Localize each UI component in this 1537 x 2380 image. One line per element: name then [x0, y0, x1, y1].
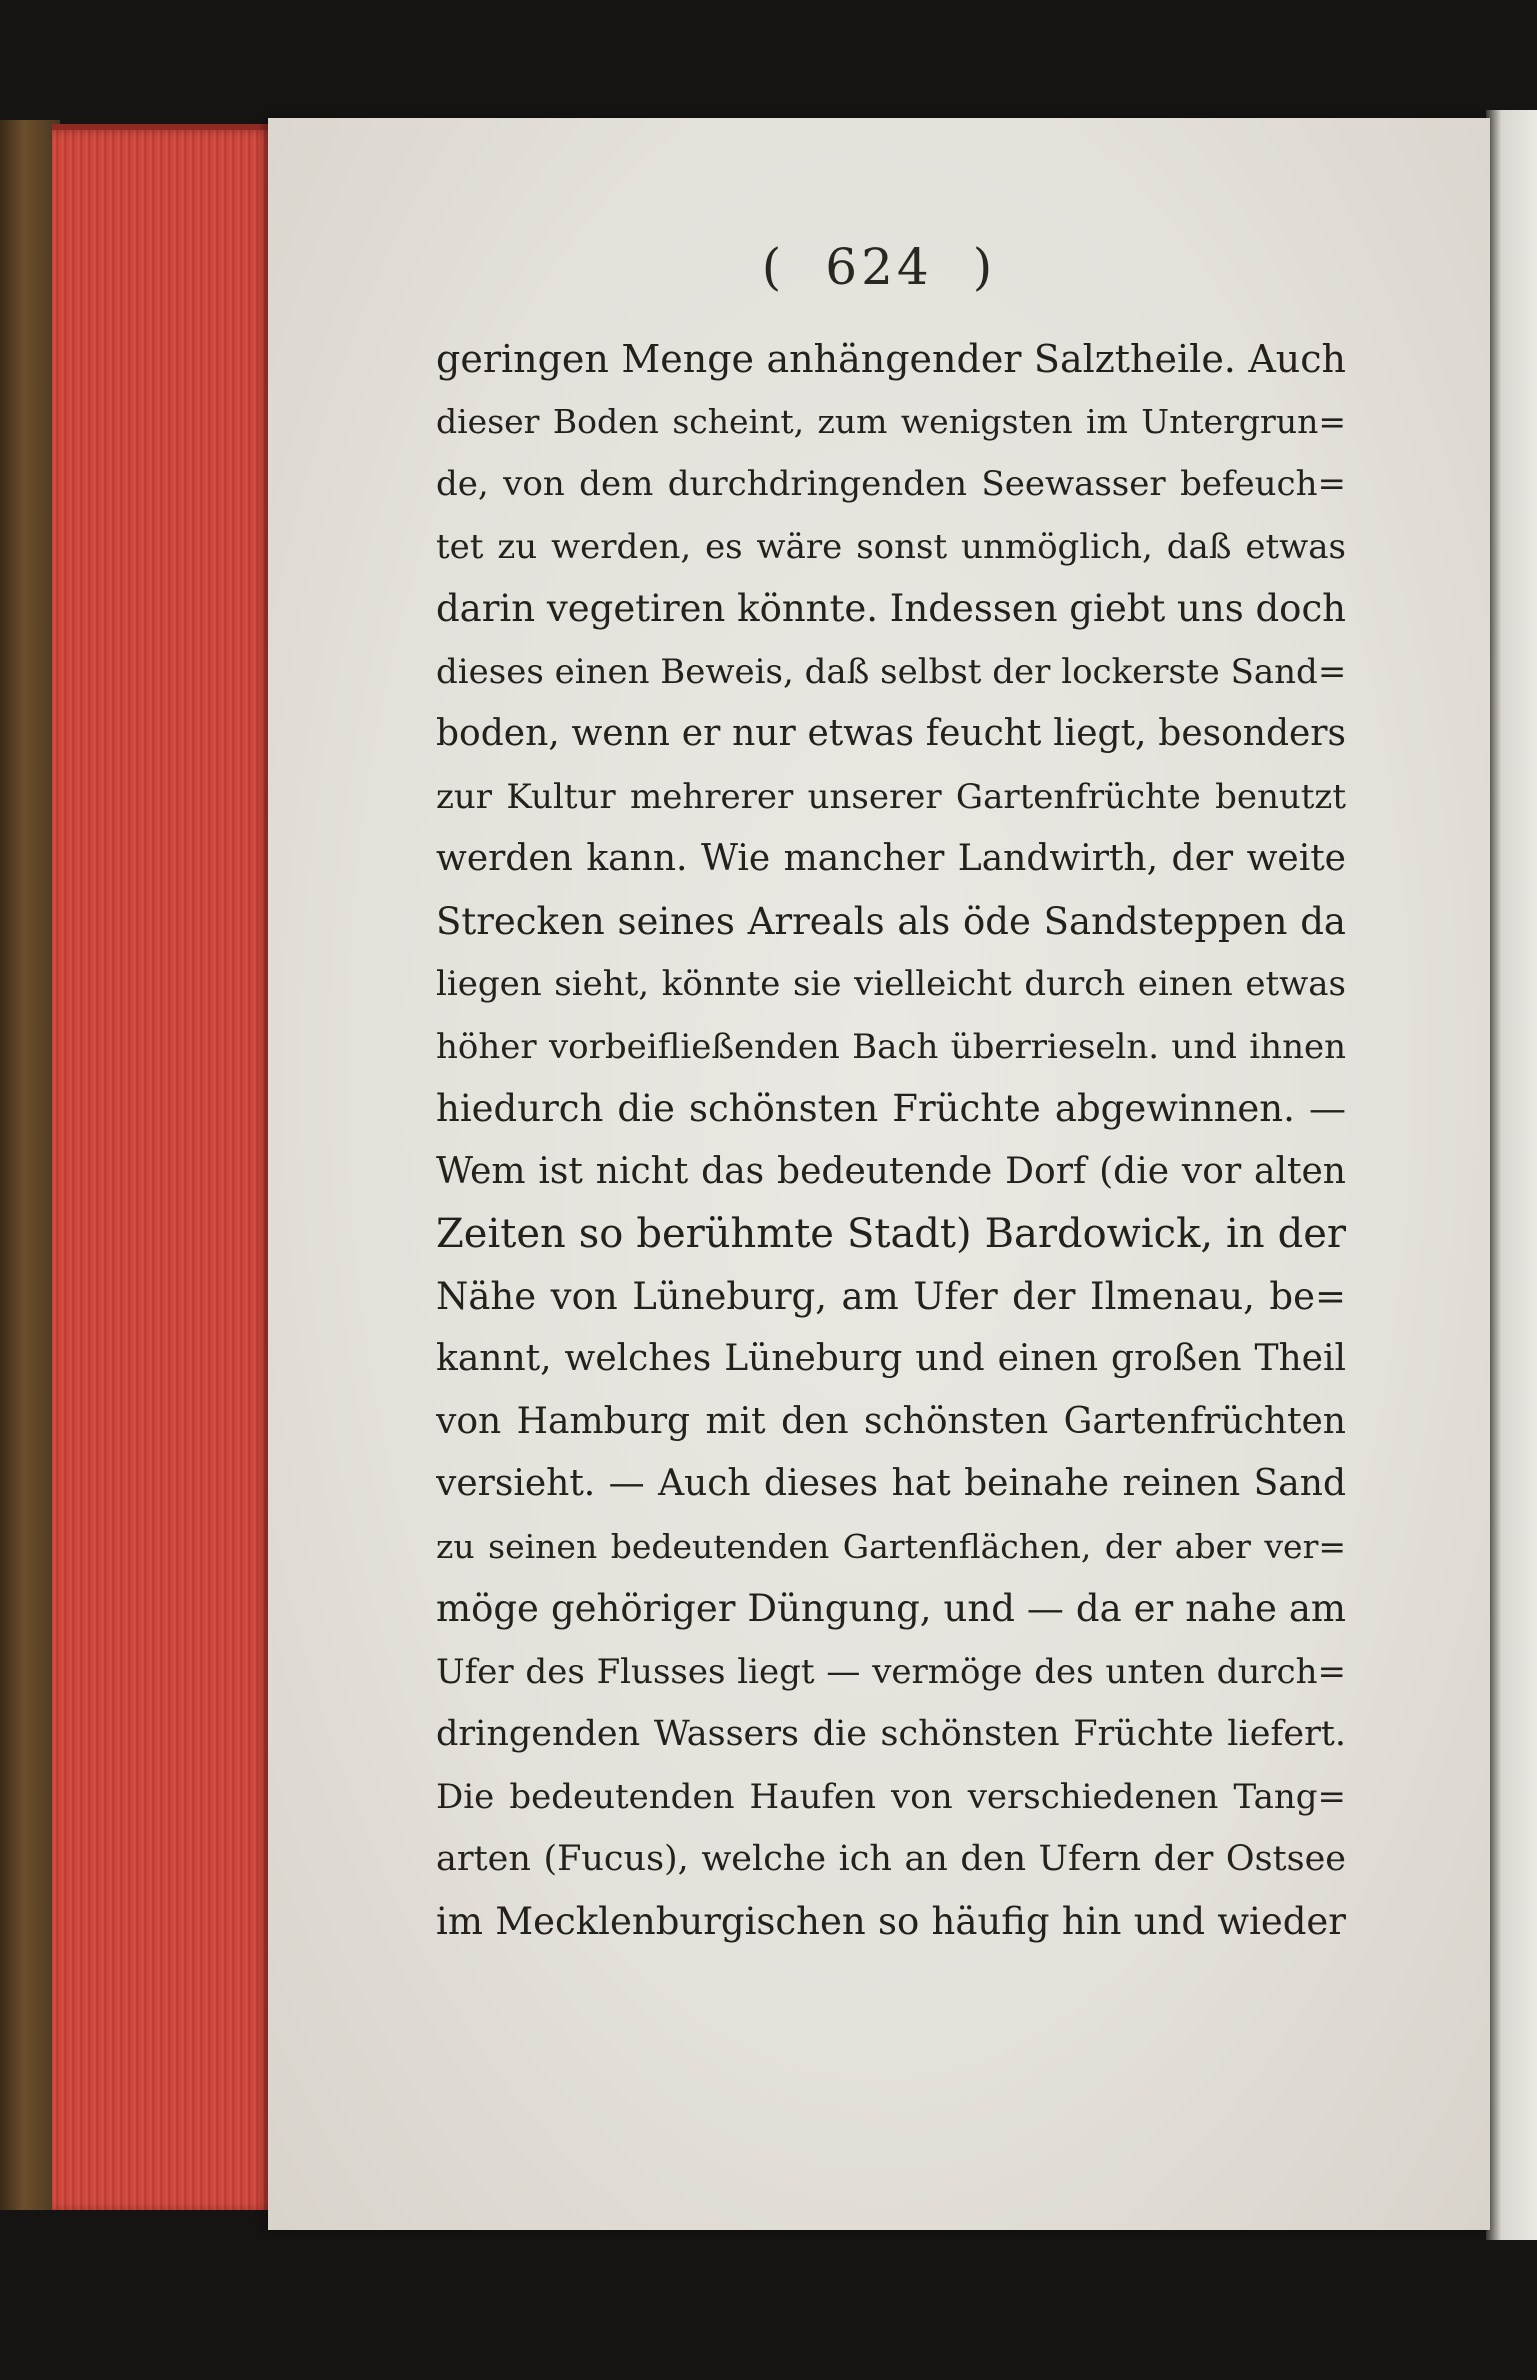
- text-line: Nähe von Lüneburg, am Ufer der Ilmenau, be=: [436, 1274, 1346, 1318]
- text-line: dieser Boden scheint, zum wenigsten im Untergrun=: [436, 401, 1346, 441]
- text-line: boden, wenn er nur etwas feucht liegt, besonders: [436, 713, 1346, 754]
- text-line: zu seinen bedeutenden Gartenflächen, der aber ver=: [436, 1526, 1346, 1566]
- page-header: [268, 238, 1490, 296]
- text-line: geringen Menge anhängender Salztheile. Auch: [436, 337, 1346, 381]
- text-line: Zeiten so berühmte Stadt) Bardowick, in der: [436, 1211, 1346, 1257]
- text-line: von Hamburg mit den schönsten Gartenfrüchten: [436, 1400, 1346, 1442]
- text-line: Die bedeutenden Haufen von verschiedenen Tang=: [436, 1776, 1346, 1817]
- text-line: versieht. — Auch dieses hat beinahe reinen Sand: [436, 1463, 1346, 1504]
- text-line: Ufer des Flusses liegt — vermöge des unten durch=: [436, 1651, 1346, 1692]
- text-line: hiedurch die schönsten Früchte abgewinnen. —: [436, 1087, 1346, 1130]
- facing-page-edge: [1486, 110, 1537, 2240]
- book-spine: [0, 120, 60, 2210]
- text-line: werden kann. Wie mancher Landwirth, der weite: [436, 838, 1346, 879]
- text-line: kannt, welches Lüneburg und einen großen Theil: [436, 1338, 1346, 1379]
- text-line: de, von dem durchdringenden Seewasser befeuch=: [436, 464, 1346, 504]
- book-page: [268, 118, 1490, 2230]
- text-line: im Mecklenburgischen so häufig hin und wieder: [436, 1899, 1346, 1943]
- text-line: zur Kultur mehrerer unserer Gartenfrüchte benutzt: [436, 776, 1346, 817]
- text-line: arten (Fucus), welche ich an den Ufern der Ostsee: [436, 1839, 1346, 1879]
- page-number: 624: [825, 238, 933, 296]
- text-line: Wem ist nicht das bedeutende Dorf (die vor alten: [436, 1150, 1346, 1192]
- text-line: dieses einen Beweis, daß selbst der lockerste Sand=: [436, 651, 1346, 692]
- text-line: liegen sieht, könnte sie vielleicht durch einen etwas: [436, 964, 1346, 1004]
- paren-close: ): [972, 238, 997, 296]
- red-page-edges: [52, 130, 274, 2210]
- text-line: dringenden Wassers die schönsten Früchte liefert.: [436, 1714, 1346, 1754]
- body-text: [436, 328, 1346, 1953]
- text-line: möge gehöriger Düngung, und — da er nahe am: [436, 1587, 1346, 1630]
- text-line: Strecken seines Arreals als öde Sandsteppen da: [436, 899, 1346, 943]
- paren-open: (: [761, 238, 786, 296]
- text-line: darin vegetiren könnte. Indessen giebt uns doch: [436, 587, 1346, 630]
- text-line: tet zu werden, es wäre sonst unmöglich, daß etwas: [436, 526, 1346, 567]
- text-line: höher vorbeifließenden Bach überrieseln. und ihnen: [436, 1026, 1346, 1067]
